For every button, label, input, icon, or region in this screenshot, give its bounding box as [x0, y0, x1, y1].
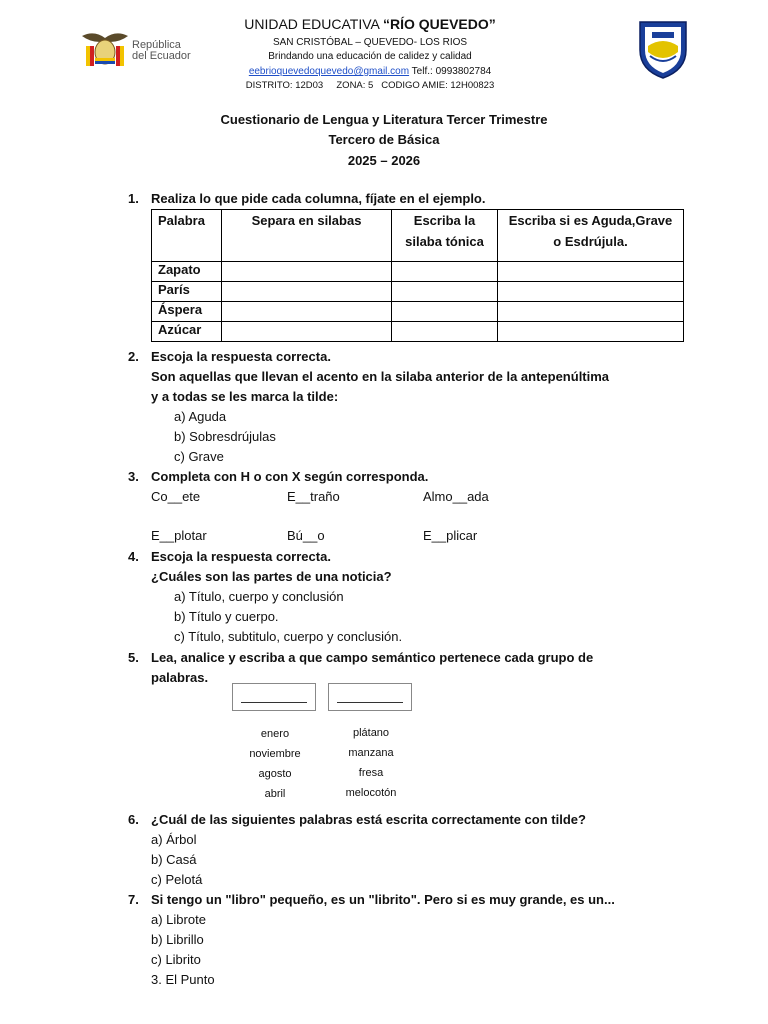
- q3-word-2[interactable]: E__traño: [287, 489, 340, 504]
- q5-group2-word: plátano: [352, 727, 390, 739]
- table-row: [152, 302, 684, 322]
- q5-group2-word: manzana: [348, 747, 394, 759]
- q5-group1-word: enero: [260, 728, 290, 740]
- q2-number: 2.: [128, 349, 139, 364]
- logo-text-republica: República: [132, 39, 181, 51]
- answer-cell[interactable]: [392, 302, 498, 322]
- q2-text: Escoja la respuesta correcta.: [151, 349, 331, 364]
- row-word: Azúcar: [152, 322, 222, 342]
- q7-option-a[interactable]: a) Librote: [151, 912, 206, 927]
- q3-word-3[interactable]: Almo__ada: [423, 489, 489, 504]
- header-tipo: Escriba si es Aguda,Grave o Esdrújula.: [498, 210, 684, 262]
- answer-cell[interactable]: [498, 322, 684, 342]
- q7-option-d[interactable]: 3. El Punto: [151, 972, 215, 987]
- answer-cell[interactable]: [392, 322, 498, 342]
- row-word: París: [152, 282, 222, 302]
- q4-option-c[interactable]: c) Título, subtitulo, cuerpo y conclusión.: [174, 629, 403, 644]
- answer-cell[interactable]: [498, 282, 684, 302]
- q5-group2-word: melocotón: [345, 787, 397, 799]
- q6-option-c[interactable]: c) Pelotá: [151, 872, 203, 887]
- q3-word-1[interactable]: Co__ete: [151, 489, 201, 504]
- q5-group1-word: noviembre: [249, 748, 301, 760]
- q4-option-b[interactable]: b) Título y cuerpo.: [174, 609, 279, 624]
- q1-number: 1.: [128, 191, 139, 206]
- doc-title: Cuestionario de Lengua y Literatura Tercer Trimestre: [220, 112, 548, 127]
- q6-option-b[interactable]: b) Casá: [151, 852, 197, 867]
- q3-word-5[interactable]: Bú__o: [287, 528, 325, 543]
- q1-text: Realiza lo que pide cada columna, fíjate en el ejemplo.: [151, 191, 486, 206]
- q3-number: 3.: [128, 469, 139, 484]
- doc-year: 2025 – 2026: [347, 153, 421, 168]
- q2-option-a[interactable]: a) Aguda: [174, 409, 227, 424]
- district-codes: DISTRITO: 12D03 ZONA: 5 CODIGO AMIE: 12H00823: [245, 80, 495, 91]
- q5-text: Lea, analice y escriba a que campo semántico pertenece cada grupo de: [151, 650, 594, 665]
- table-row: [152, 282, 684, 302]
- answer-cell[interactable]: [222, 262, 392, 282]
- q6-number: 6.: [128, 812, 139, 827]
- q5-group1-word: agosto: [258, 768, 292, 780]
- q7-option-c[interactable]: c) Librito: [151, 952, 201, 967]
- q5-group2-word: fresa: [358, 767, 384, 779]
- q6-text: ¿Cuál de las siguientes palabras está escrita correctamente con tilde?: [151, 812, 586, 827]
- q5-number: 5.: [128, 650, 139, 665]
- logo-text-del-ecuador: del Ecuador: [132, 50, 191, 62]
- row-word: Zapato: [152, 262, 222, 282]
- answer-cell[interactable]: [498, 302, 684, 322]
- answer-cell[interactable]: [222, 302, 392, 322]
- q2-line3: y a todas se les marca la tilde:: [151, 389, 339, 404]
- answer-cell[interactable]: [498, 262, 684, 282]
- q5-answer-box-1[interactable]: [232, 683, 316, 711]
- q2-option-b[interactable]: b) Sobresdrújulas: [174, 429, 276, 444]
- q6-option-a[interactable]: a) Árbol: [151, 832, 197, 847]
- ecuador-coat-of-arms-icon: [80, 28, 130, 70]
- q4-text: Escoja la respuesta correcta.: [151, 549, 331, 564]
- answer-cell[interactable]: [392, 282, 498, 302]
- table-row: [152, 262, 684, 282]
- answer-cell[interactable]: [222, 322, 392, 342]
- q7-text: Si tengo un "libro" pequeño, es un "librito". Pero si es muy grande, es un...: [151, 892, 615, 907]
- q4-line2: ¿Cuáles son las partes de una noticia?: [151, 569, 392, 584]
- answer-cell[interactable]: [392, 262, 498, 282]
- table-row: [152, 322, 684, 342]
- q2-line2: Son aquellas que llevan el acento en la silaba anterior de la antepenúltima: [151, 369, 610, 384]
- q5-line2: palabras.: [151, 670, 209, 685]
- q3-word-6[interactable]: E__plicar: [423, 528, 478, 543]
- school-motto: Brindando una educación de calidez y calidad: [268, 51, 472, 62]
- q7-option-b[interactable]: b) Librillo: [151, 932, 204, 947]
- school-location: SAN CRISTÓBAL – QUEVEDO- LOS RIOS: [272, 37, 468, 48]
- row-word: Áspera: [152, 302, 222, 322]
- q5-group1-word: abril: [264, 788, 286, 800]
- q3-word-4[interactable]: E__plotar: [151, 528, 207, 543]
- q7-number: 7.: [128, 892, 139, 907]
- header-separa: Separa en silabas: [222, 210, 392, 262]
- q4-option-a[interactable]: a) Título, cuerpo y conclusión: [174, 589, 344, 604]
- q5-answer-box-2[interactable]: [328, 683, 412, 711]
- email-link[interactable]: eebrioquevedoquevedo@gmail.com: [248, 66, 410, 77]
- doc-subtitle: Tercero de Básica: [328, 132, 440, 147]
- q2-option-c[interactable]: c) Grave: [174, 449, 224, 464]
- school-name: UNIDAD EDUCATIVA “RÍO QUEVEDO”: [244, 16, 496, 32]
- contact-line: eebrioquevedoquevedo@gmail.com Telf.: 0993802784: [248, 66, 492, 77]
- header-palabra: Palabra: [152, 210, 222, 262]
- q1-table: [151, 209, 684, 342]
- q4-number: 4.: [128, 549, 139, 564]
- answer-cell[interactable]: [222, 282, 392, 302]
- q3-text: Completa con H o con X según corresponda.: [151, 469, 429, 484]
- header-tonica: Escriba la silaba tónica: [392, 210, 498, 262]
